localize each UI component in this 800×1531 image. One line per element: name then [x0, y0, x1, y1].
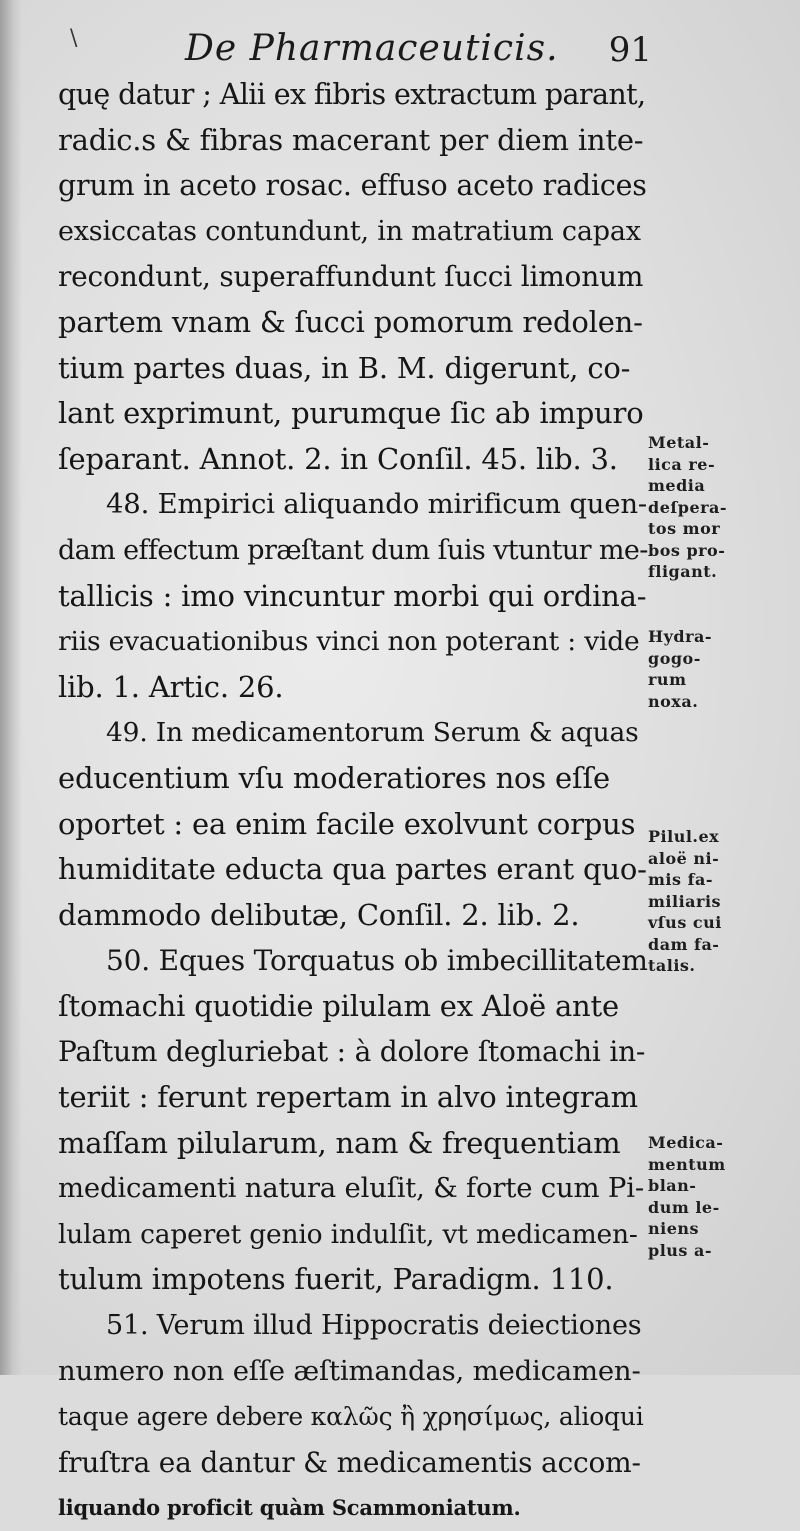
text-line: numero non eſſe æſtimandas, medicamen- — [58, 1354, 641, 1387]
page-gutter-shadow — [0, 0, 22, 1375]
text-line: partem vnam & ſucci pomorum redolen- — [58, 304, 643, 339]
text-line: grum in aceto rosac. effuso aceto radices — [58, 169, 647, 203]
note-line: miliaris — [648, 891, 722, 911]
note-line: tos mor — [648, 519, 721, 538]
note-line: Hydra- — [648, 627, 713, 646]
text-line: teriit : ferunt repertam in alvo integram — [58, 1080, 638, 1115]
note-line: media — [648, 476, 706, 495]
text-line: lib. 1. Artic. 26. — [58, 669, 284, 704]
note-line: fligant. — [648, 562, 718, 581]
text-line: tulum impotens fuerit, Paradigm. 110. — [58, 1262, 614, 1297]
page-number: 91 — [608, 30, 652, 70]
text-line: medicamenti natura eluſit, & forte cum Pi- — [58, 1172, 644, 1205]
paragraph-50-start: 50. Eques Torquatus ob imbecillitatem — [106, 944, 648, 978]
note-line: Pilul.ex — [648, 827, 720, 846]
note-line: deſpera- — [648, 497, 728, 517]
paragraph-48-start: 48. Empirici aliquando mirificum quen- — [106, 488, 647, 521]
text-line: dam effectum præſtant dum ſuis vtuntur me- — [58, 534, 648, 566]
text-line: fruſtra ea dantur & medicamentis accom- — [58, 1445, 641, 1479]
paragraph-51-start: 51. Verum illud Hippocratis deiectiones — [106, 1310, 642, 1342]
text-line: tium partes duas, in B. M. digerunt, co- — [58, 350, 631, 385]
margin-note-hydragogorum — [648, 626, 798, 712]
note-line: noxa. — [648, 691, 699, 711]
note-line: dam fa- — [648, 934, 720, 954]
note-line: vſus cui — [648, 913, 722, 932]
text-line: Paſtum degluriebat : à dolore ſtomachi in- — [58, 1035, 646, 1069]
running-header — [60, 22, 660, 72]
running-title: De Pharmaceuticis. — [185, 28, 559, 69]
note-line: blan- — [648, 1176, 697, 1195]
margin-note-pilul — [648, 826, 798, 977]
text-line: quę datur ; Alii ex fibris extractum parant, — [58, 78, 646, 111]
note-line: plus a- — [648, 1240, 712, 1260]
text-line: lant exprimunt, purumque ſic ab impuro — [58, 396, 644, 431]
note-line: gogo- — [648, 648, 701, 668]
note-line: niens — [648, 1219, 700, 1238]
text-line: educentium vſu moderatiores nos eſſe — [58, 760, 610, 795]
catchword-line: liquando proficit quàm Scammoniatum. — [58, 1495, 521, 1521]
note-line: bos pro- — [648, 540, 726, 560]
note-line: aloë ni- — [648, 848, 720, 868]
body-text — [58, 72, 648, 1531]
text-line: dammodo delibutæ, Conſil. 2. lib. 2. — [58, 897, 580, 932]
note-line: Medica- — [648, 1133, 724, 1152]
text-line: taque agere debere καλῶς ἢ χρησίμως, alioqui — [58, 1402, 644, 1432]
note-line: lica re- — [648, 454, 716, 474]
text-line: recondunt, superaffundunt ſucci limonum — [58, 260, 644, 294]
text-line: oportet : ea enim facile exolvunt corpus — [58, 806, 636, 841]
text-line: lulam caperet genio indulſit, vt medicamen- — [58, 1218, 638, 1250]
margin-note-medicamentum — [648, 1132, 798, 1261]
text-line: tallicis : imo vincuntur morbi qui ordina- — [58, 578, 647, 613]
note-line: talis. — [648, 956, 696, 975]
note-line: rum — [648, 670, 687, 689]
text-line: radic.s & fibras macerant per diem inte- — [58, 122, 644, 157]
text-line: humiditate educta qua partes erant quo- — [58, 852, 647, 887]
text-line: riis evacuationibus vinci non poterant : vide — [58, 626, 640, 658]
note-line: mis fa- — [648, 870, 713, 889]
text-line: maſſam pilularum, nam & frequentiam — [58, 1125, 621, 1160]
margin-note-metallica — [648, 432, 798, 583]
text-line: exsiccatas contundunt, in matratium capax — [58, 215, 641, 247]
text-line: ſtomachi quotidie pilulam ex Aloë ante — [58, 988, 619, 1023]
note-line: Metal- — [648, 433, 710, 452]
text-line: ſeparant. Annot. 2. in Conſil. 45. lib. 3. — [58, 441, 618, 476]
corner-mark: \ — [70, 26, 78, 51]
note-line: dum le- — [648, 1197, 720, 1217]
paragraph-49-start: 49. In medicamentorum Serum & aquas — [106, 717, 639, 749]
note-line: mentum — [648, 1154, 726, 1174]
